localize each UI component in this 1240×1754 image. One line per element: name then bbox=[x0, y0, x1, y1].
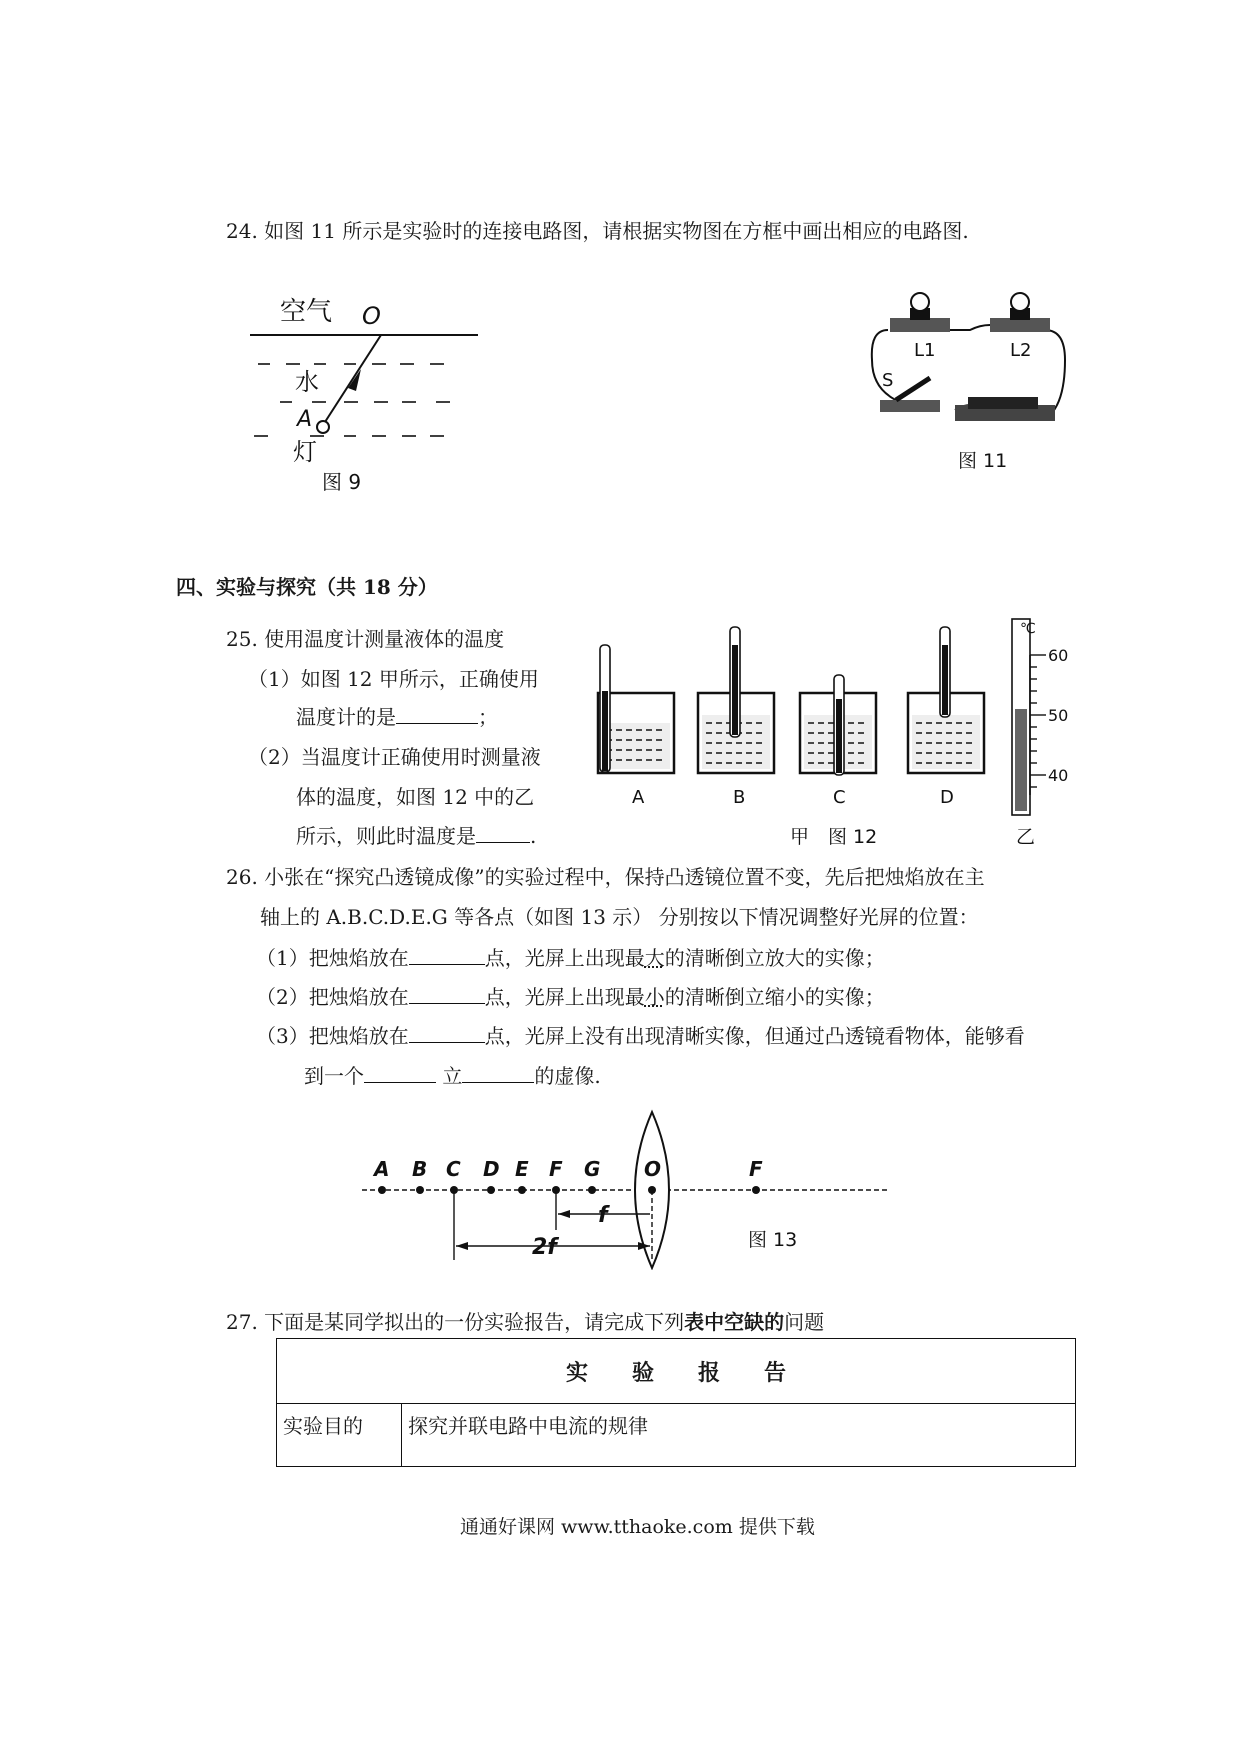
label-L1: L1 bbox=[914, 340, 936, 361]
caption-yi: 乙 bbox=[1016, 826, 1036, 848]
water-dashes bbox=[254, 364, 450, 436]
point-label-D: D bbox=[483, 1157, 500, 1181]
question-25-part1-line2 bbox=[296, 705, 498, 729]
point-label-C: C bbox=[446, 1157, 461, 1181]
ray-arrowhead bbox=[348, 369, 361, 391]
point-label-G: G bbox=[584, 1157, 601, 1181]
light-ray bbox=[325, 335, 381, 422]
point-B bbox=[416, 1186, 424, 1194]
question-27 bbox=[226, 1310, 824, 1334]
q27-text-a: 27. 下面是某同学拟出的一份实验报告，请完成下列 bbox=[226, 1310, 685, 1334]
point-label-A: A bbox=[374, 1157, 390, 1181]
q26-p3-e: 的虚像. bbox=[534, 1064, 601, 1088]
question-25-stem: 25. 使用温度计测量液体的温度 bbox=[226, 627, 505, 651]
figure-9 bbox=[240, 290, 480, 500]
thermometer-unit: ℃ bbox=[1020, 621, 1036, 637]
figure-11 bbox=[860, 290, 1080, 480]
q25-p2-punct: . bbox=[530, 824, 537, 848]
lamp-point bbox=[317, 421, 329, 433]
beaker-label-C: C bbox=[833, 787, 846, 808]
answer-blank-26-4[interactable] bbox=[364, 1064, 436, 1083]
q26-p1-emph: 大 bbox=[644, 946, 665, 970]
answer-blank-25-2[interactable] bbox=[476, 824, 530, 843]
question-26-line1: 26. 小张在“探究凸透镜成像”的实验过程中，保持凸透镜位置不变，先后把烛焰放在主 bbox=[226, 865, 985, 889]
label-f: f bbox=[598, 1203, 608, 1228]
figure-12-caption: 图 12 bbox=[828, 826, 878, 848]
question-26-part3 bbox=[256, 1024, 1025, 1048]
label-O: O bbox=[362, 302, 381, 330]
answer-blank-26-5[interactable] bbox=[462, 1064, 534, 1083]
q26-p1-b: 点，光屏上出现最 bbox=[484, 946, 645, 970]
label-air: 空气 bbox=[280, 297, 333, 327]
q26-p3-d: 立 bbox=[436, 1064, 463, 1088]
thermometer-yi bbox=[1012, 619, 1068, 815]
label-lamp: 灯 bbox=[293, 438, 317, 466]
question-25-part2-line1: （2）当温度计正确使用时测量液 bbox=[248, 745, 541, 769]
q27-text-bold: 表中空缺的 bbox=[684, 1310, 785, 1334]
thermometer-liquid-column bbox=[1015, 709, 1027, 811]
point-label-O: O bbox=[644, 1157, 662, 1181]
q27-text-c: 问题 bbox=[784, 1310, 825, 1334]
q26-p3-c: 到一个 bbox=[304, 1064, 364, 1088]
figure-11-caption: 图 11 bbox=[958, 450, 1008, 472]
answer-blank-26-2[interactable] bbox=[409, 985, 485, 1004]
q26-p3-a: （3）把烛焰放在 bbox=[256, 1024, 409, 1048]
beaker-D bbox=[908, 627, 984, 773]
label-2f: 2f bbox=[532, 1235, 557, 1260]
beaker-label-B: B bbox=[733, 787, 746, 808]
q26-p1-a: （1）把烛焰放在 bbox=[256, 946, 409, 970]
beaker-B bbox=[698, 627, 774, 773]
bulb-L2 bbox=[990, 293, 1050, 332]
section-4-heading: 四、实验与探究（共 18 分） bbox=[176, 575, 438, 599]
label-water: 水 bbox=[295, 368, 319, 396]
question-26-part2 bbox=[256, 985, 885, 1009]
point-label-E: E bbox=[515, 1157, 529, 1181]
point-G bbox=[588, 1186, 596, 1194]
question-26-part1 bbox=[256, 946, 885, 970]
question-26-part3-line2 bbox=[304, 1064, 601, 1088]
tick-label-50: 50 bbox=[1048, 706, 1069, 725]
answer-blank-26-3[interactable] bbox=[409, 1024, 485, 1043]
point-label-F-right: F bbox=[749, 1157, 763, 1181]
experiment-report-table bbox=[276, 1338, 1076, 1467]
point-E bbox=[518, 1186, 526, 1194]
tick-label-40: 40 bbox=[1048, 766, 1069, 785]
label-L2: L2 bbox=[1010, 340, 1032, 361]
question-24: 24. 如图 11 所示是实验时的连接电路图，请根据实物图在方框中画出相应的电路图. bbox=[226, 219, 969, 243]
q26-p1-d: 的清晰倒立放大的实像； bbox=[664, 946, 885, 970]
thermometer-ticks bbox=[1030, 655, 1046, 787]
bulb-L1 bbox=[890, 293, 950, 332]
figure-13 bbox=[360, 1100, 900, 1270]
answer-blank-25-1[interactable] bbox=[396, 705, 478, 724]
q26-p3-b: 点，光屏上没有出现清晰实像，但通过凸透镜看物体，能够看 bbox=[484, 1024, 1025, 1048]
page-footer: 通通好课网 www.tthaoke.com 提供下载 bbox=[460, 1516, 815, 1538]
point-label-B: B bbox=[412, 1157, 428, 1181]
question-25-part1-line1: （1）如图 12 甲所示，正确使用 bbox=[248, 667, 539, 691]
caption-jia: 甲 bbox=[790, 826, 810, 848]
question-26-line2: 轴上的 A.B.C.D.E.G 等各点（如图 13 示） 分别按以下情况调整好光屏的位置： bbox=[260, 905, 979, 929]
q26-p2-a: （2）把烛焰放在 bbox=[256, 985, 409, 1009]
q25-p1-text: 温度计的是 bbox=[296, 705, 396, 729]
report-title: 实 验 报 告 bbox=[277, 1339, 1076, 1404]
point-D bbox=[487, 1186, 495, 1194]
figure-13-caption: 图 13 bbox=[748, 1229, 798, 1251]
battery bbox=[955, 397, 1055, 421]
beaker-label-D: D bbox=[940, 787, 954, 808]
q26-p2-emph: 小 bbox=[644, 985, 665, 1009]
question-25-part2-line3 bbox=[296, 824, 536, 848]
tick-label-60: 60 bbox=[1048, 646, 1069, 665]
beaker-A bbox=[598, 645, 674, 773]
question-25-part2-line2: 体的温度，如图 12 中的乙 bbox=[296, 785, 535, 809]
beaker-label-A: A bbox=[632, 787, 645, 808]
point-A bbox=[378, 1186, 386, 1194]
q25-p1-punct: ； bbox=[478, 705, 498, 729]
label-S: S bbox=[882, 370, 894, 391]
point-O bbox=[648, 1186, 656, 1194]
report-label-purpose: 实验目的 bbox=[277, 1404, 402, 1467]
q26-p2-b: 点，光屏上出现最 bbox=[484, 985, 645, 1009]
label-A: A bbox=[297, 407, 313, 432]
point-label-F-left: F bbox=[549, 1157, 563, 1181]
report-value-purpose: 探究并联电路中电流的规律 bbox=[402, 1404, 1076, 1467]
q25-p2-text: 所示，则此时温度是 bbox=[296, 824, 476, 848]
figure-12 bbox=[590, 615, 1070, 850]
answer-blank-26-1[interactable] bbox=[409, 946, 485, 965]
point-F-right bbox=[752, 1186, 760, 1194]
beaker-C bbox=[800, 675, 876, 775]
q26-p2-d: 的清晰倒立缩小的实像； bbox=[664, 985, 885, 1009]
figure-9-caption: 图 9 bbox=[322, 470, 362, 494]
